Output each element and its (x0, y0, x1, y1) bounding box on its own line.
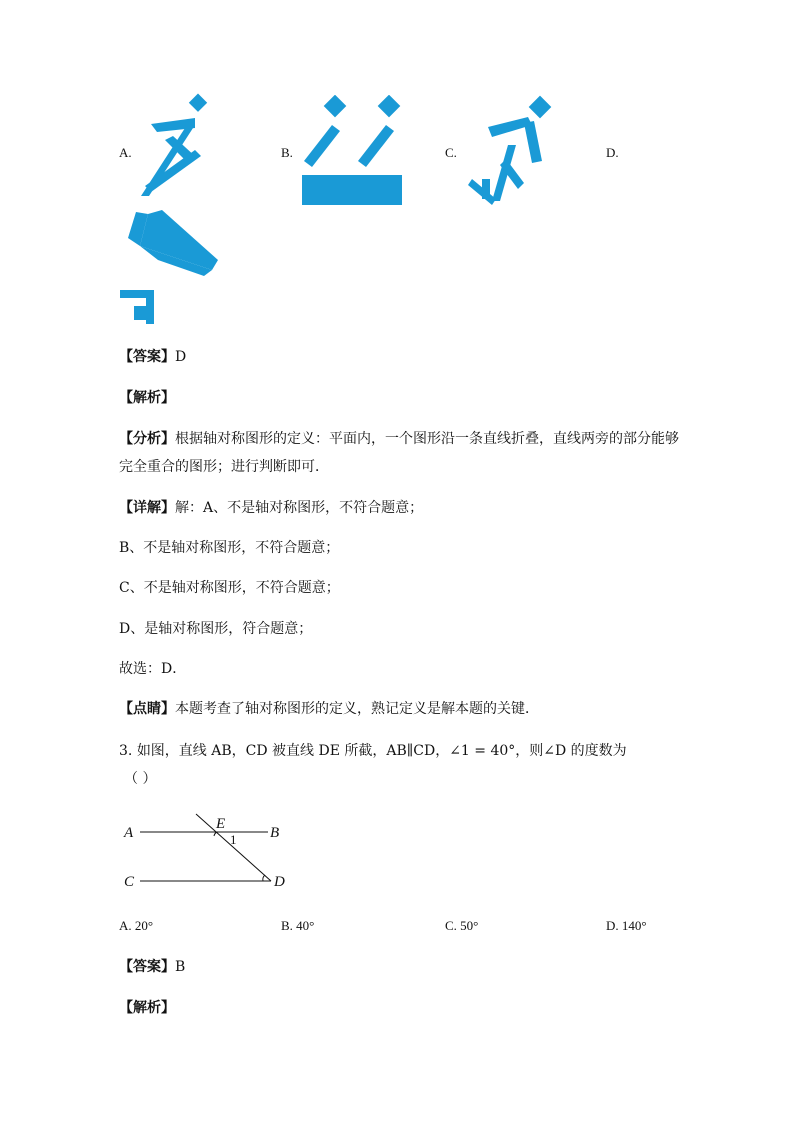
xiangjie-text-2: B、不是轴对称图形，不符合题意； (119, 540, 340, 556)
q3-option-d: D. 140° (606, 918, 647, 933)
q3-answer-tag: 【答案】 (119, 959, 175, 975)
q3-answer-value: B (175, 959, 186, 975)
option-a-label: A. (119, 145, 132, 160)
point-c-label: C (124, 874, 135, 890)
option-c-label: C. (445, 145, 457, 160)
xiangjie-text-4: D、是轴对称图形，符合题意； (119, 621, 313, 637)
dianjing-line (119, 698, 539, 718)
q2-answer (119, 346, 186, 366)
q3-stem (119, 740, 627, 760)
answer-tag: 【答案】 (119, 349, 175, 365)
q3-option-a: A. 20° (119, 918, 154, 933)
q3-option-c: C. 50° (445, 918, 479, 933)
option-a-figure (135, 92, 215, 204)
xiangjie-text-3: C、不是轴对称图形，不符合题意； (119, 580, 340, 596)
angle-d-arc (263, 875, 265, 881)
point-a-label: A (124, 825, 134, 841)
q3-parallel-lines-figure (118, 808, 298, 894)
option-d-label: D. (606, 145, 619, 160)
q3-option-b: B. 40° (281, 918, 315, 933)
point-e-label: E (216, 816, 226, 832)
angle-1-label: 1 (230, 832, 237, 847)
xiangjie-text-5: 故选：D． (119, 661, 187, 677)
xiangjie-line-1 (119, 497, 423, 517)
fenxi-text-1: 根据轴对称图形的定义：平面内，一个图形沿一条直线折叠，直线两旁的部分能够 (175, 431, 679, 447)
q3-answer-paren: （ ） (124, 771, 157, 787)
angle-1-arc (214, 832, 217, 836)
q2-analysis-tag: 【解析】 (119, 390, 175, 406)
q3-text: 如图，直线 AB，CD 被直线 DE 所截，AB∥CD，∠1 = 40°，则∠D 的度数为 (136, 743, 627, 759)
dianjing-text: 本题考查了轴对称图形的定义，熟记定义是解本题的关键． (175, 701, 539, 717)
point-d-label: D (274, 874, 285, 890)
option-b-figure (300, 95, 406, 207)
option-b-label: B. (281, 145, 293, 160)
q3-answer (119, 956, 185, 976)
q3-number: 3. (119, 743, 133, 759)
xiangjie-text-1: 解：A、不是轴对称图形，不符合题意； (175, 500, 424, 516)
option-a-figure-lower (118, 210, 222, 328)
fenxi-line-1 (119, 428, 679, 448)
option-c-figure (462, 95, 558, 207)
line-de (196, 814, 271, 881)
dianjing-tag: 【点睛】 (119, 701, 175, 717)
point-b-label: B (270, 825, 280, 841)
answer-value: D (175, 349, 187, 365)
xiangjie-tag: 【详解】 (119, 500, 175, 516)
fenxi-tag: 【分析】 (119, 431, 175, 447)
fenxi-text-2: 完全重合的图形；进行判断即可． (119, 459, 329, 475)
q3-analysis-tag: 【解析】 (119, 1000, 175, 1016)
